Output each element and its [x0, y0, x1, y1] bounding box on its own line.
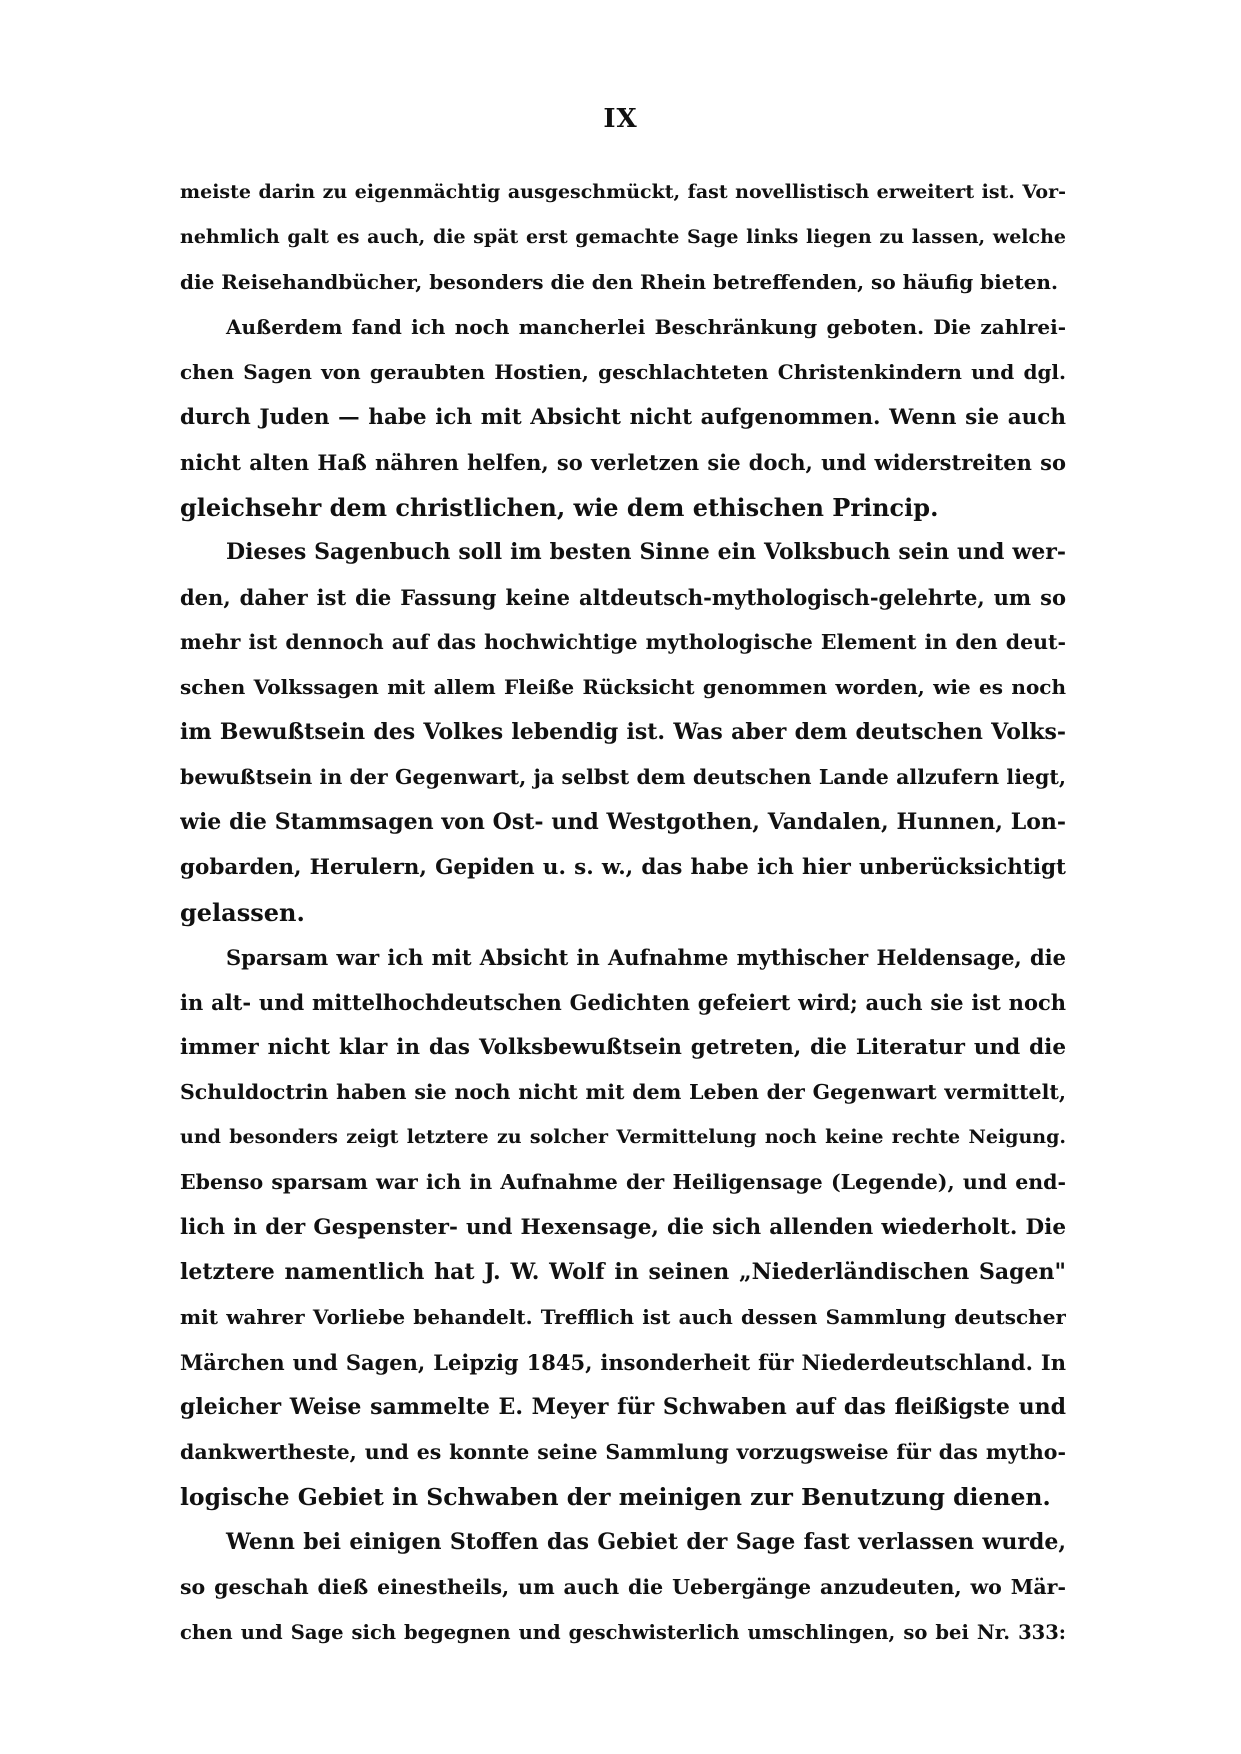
text-line: chen Sagen von geraubten Hostien, geschlachteten Christenkindern und dgl. [180, 360, 1066, 384]
text-line: dankwertheste, und es konnte seine Sammlung vorzugsweise für das mytho- [180, 1440, 1066, 1464]
text-line: meiste darin zu eigenmächtig ausgeschmückt, fast novellistisch erweitert ist. Vor- [180, 181, 1066, 203]
text-line: Ebenso sparsam war ich in Aufnahme der Heiligensage (Legende), und end- [180, 1170, 1066, 1194]
text-line: die Reisehandbücher, besonders die den Rhein betreffenden, so häufig bieten. [180, 270, 1058, 294]
text-line: schen Volkssagen mit allem Fleiße Rücksicht genommen worden, wie es noch [180, 675, 1066, 699]
text-line: gobarden, Herulern, Gepiden u. s. w., das habe ich hier unberücksichtigt [180, 855, 1066, 880]
text-line: so geschah dieß einestheils, um auch die Uebergänge anzudeuten, wo Mär- [180, 1575, 1066, 1599]
text-line: mit wahrer Vorliebe behandelt. Trefflich ist auch dessen Sammlung deutscher [180, 1305, 1066, 1329]
text-line: immer nicht klar in das Volksbewußtsein getreten, die Literatur und die [180, 1035, 1066, 1060]
text-line: bewußtsein in der Gegenwart, ja selbst dem deutschen Lande allzufern liegt, [180, 765, 1066, 789]
text-line: Dieses Sagenbuch soll im besten Sinne ein Volksbuch sein und wer- [226, 539, 1066, 565]
text-line: Sparsam war ich mit Absicht in Aufnahme mythischer Heldensage, die [226, 945, 1066, 970]
text-line: wie die Stammsagen von Ost- und Westgothen, Vandalen, Hunnen, Lon- [180, 809, 1066, 835]
text-line: Schuldoctrin haben sie noch nicht mit dem Leben der Gegenwart vermittelt, [180, 1080, 1066, 1104]
text-line: und besonders zeigt letztere zu solcher Vermittelung noch keine rechte Neigung. [180, 1126, 1066, 1148]
text-line: im Bewußtsein des Volkes lebendig ist. Was aber dem deutschen Volks- [180, 719, 1066, 745]
text-line: in alt- und mittelhochdeutschen Gedichten gefeiert wird; auch sie ist noch [180, 990, 1066, 1015]
text-line: durch Juden — habe ich mit Absicht nicht aufgenommen. Wenn sie auch [180, 405, 1066, 430]
text-line: nicht alten Haß nähren helfen, so verletzen sie doch, und widerstreiten so [180, 450, 1066, 475]
text-line: letztere namentlich hat J. W. Wolf in seinen „Niederländischen Sagen" [180, 1259, 1066, 1285]
body-text [180, 170, 1066, 1655]
text-line: Wenn bei einigen Stoffen das Gebiet der Sage fast verlassen wurde, [226, 1529, 1066, 1555]
text-line: logische Gebiet in Schwaben der meinigen zur Benutzung dienen. [180, 1483, 1051, 1511]
text-line: chen und Sage sich begegnen und geschwisterlich umschlingen, so bei Nr. 333: [180, 1621, 1066, 1644]
text-line: Außerdem fand ich noch mancherlei Beschränkung geboten. Die zahlrei- [226, 315, 1066, 339]
text-line: lich in der Gespenster- und Hexensage, die sich allenden wiederholt. Die [180, 1215, 1066, 1240]
text-line: nehmlich galt es auch, die spät erst gemachte Sage links liegen zu lassen, welche [180, 226, 1066, 248]
text-line: gelassen. [180, 898, 305, 927]
page-number: IX [603, 104, 638, 134]
text-line: Märchen und Sagen, Leipzig 1845, insonderheit für Niederdeutschland. In [180, 1350, 1066, 1375]
text-line: den, daher ist die Fassung keine altdeutsch-mythologisch-gelehrte, um so [180, 585, 1066, 610]
text-line: mehr ist dennoch auf das hochwichtige mythologische Element in den deut- [180, 630, 1066, 654]
text-line: gleicher Weise sammelte E. Meyer für Schwaben auf das fleißigste und [180, 1394, 1066, 1420]
text-line: gleichsehr dem christlichen, wie dem ethischen Princip. [180, 493, 939, 522]
